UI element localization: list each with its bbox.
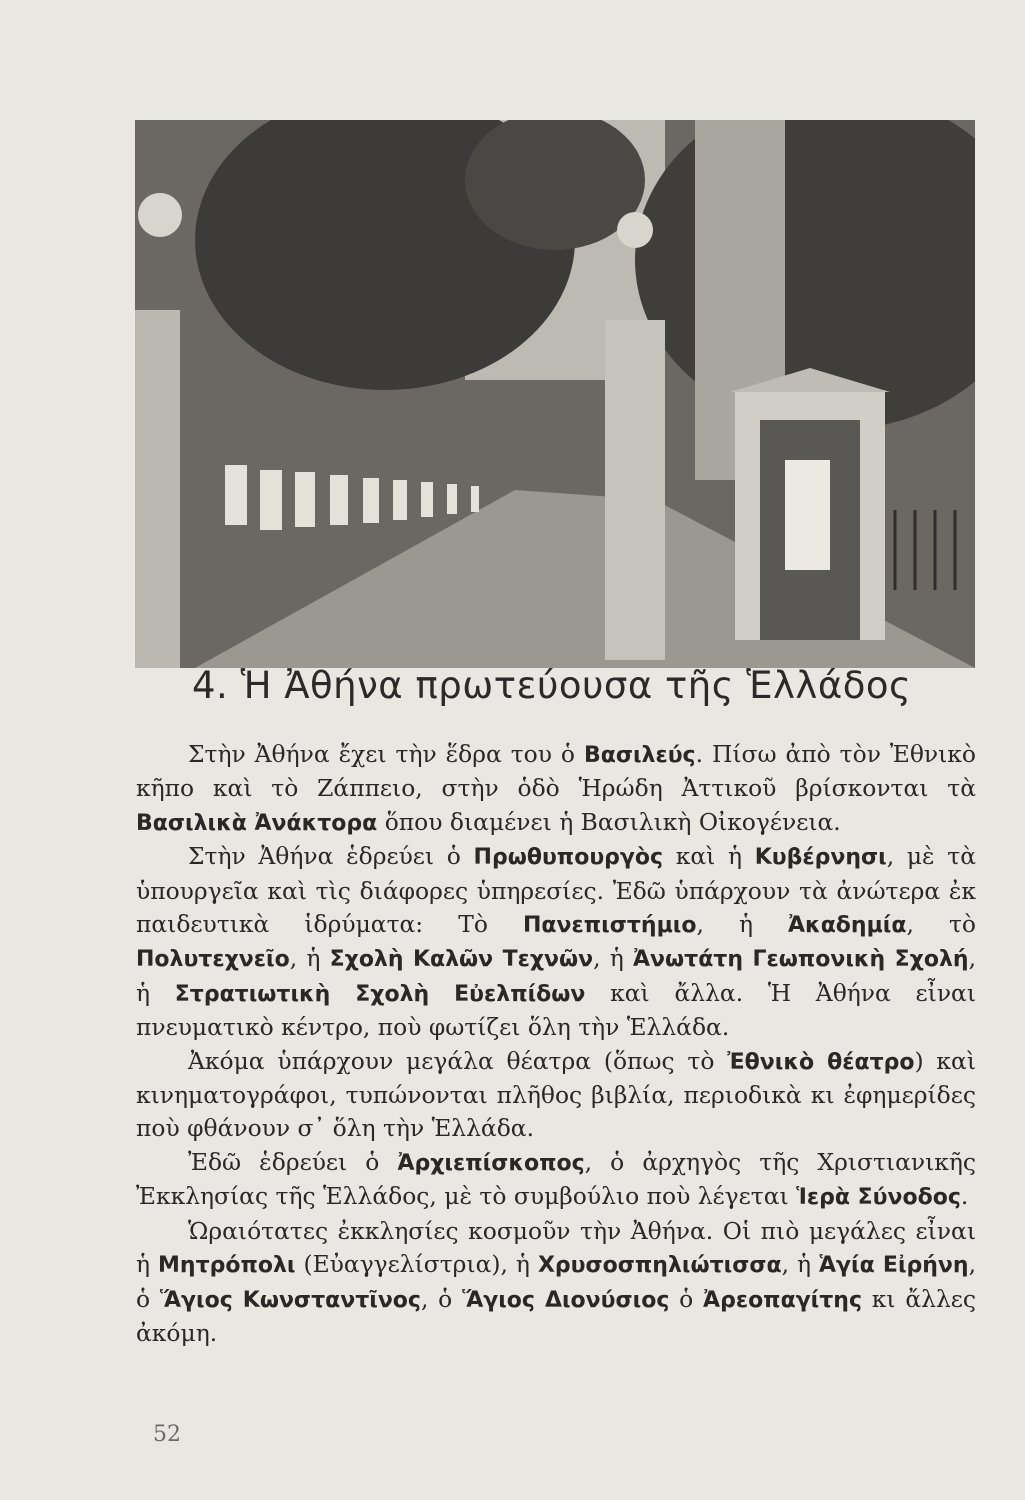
bold-term: Ἀκαδημία: [788, 913, 907, 939]
bold-term: Ἀρεοπαγίτης: [703, 1287, 862, 1313]
text-run: κι ἄλλες ἀκόμη.: [136, 1284, 977, 1347]
bold-term: Ἀνωτάτη Γεωπονικὴ Σχολή: [633, 947, 969, 973]
text-run: ὁ: [669, 1284, 704, 1313]
text-run: , ἡ: [136, 944, 976, 1007]
bold-term: Σχολὴ Καλῶν Τεχνῶν: [329, 947, 594, 973]
text-run: , ἡ: [696, 910, 789, 939]
bold-term: Κυβέρνησι: [754, 845, 887, 871]
text-run: Στὴν Ἀθήνα ἑδρεύει ὁ: [188, 842, 474, 871]
text-run: (Εὐαγγελίστρια), ἡ: [295, 1250, 538, 1279]
text-run: , μὲ τὰ ὑπουργεῖα καὶ τὶς διάφορες ὑπηρεσίες. Ἐδῶ ὑπάρχουν τὰ ἀνώτερα ἐκ παιδευτικὰ ἱδρύματα: Τὸ: [136, 842, 977, 939]
page-number: 52: [153, 1422, 181, 1447]
text-run: , ὁ: [136, 1250, 977, 1313]
paragraph: [136, 840, 976, 1044]
text-run: Ἀκόμα ὑπάρχουν μεγάλα θέατρα (ὅπως τὸ: [188, 1046, 728, 1075]
text-run: , ἡ: [781, 1250, 820, 1279]
bold-term: Ἅγιος Κωνσταντῖνος: [159, 1287, 421, 1313]
bold-term: Μητρόπολι: [158, 1253, 296, 1279]
chapter-title: 4. Ἡ Ἀθήνα πρωτεύουσα τῆς Ἑλλάδος: [192, 664, 912, 707]
paragraph: [136, 1146, 976, 1215]
bold-term: Στρατιωτικὴ Σχολὴ Εὐελπίδων: [174, 981, 586, 1007]
bold-term: Ἱερὰ Σύνοδος: [796, 1185, 961, 1211]
bold-term: Ἀρχιεπίσκοπος: [397, 1150, 585, 1176]
bold-term: Ἐθνικὸ θέατρο: [727, 1049, 915, 1075]
text-run: ὅπου διαμένει ἡ Βασιλικὴ Οἰκογένεια.: [377, 807, 841, 836]
bold-term: Πρωθυπουργὸς: [473, 845, 664, 871]
paragraph: [136, 1045, 976, 1146]
text-run: .: [960, 1182, 969, 1211]
body-text: [136, 738, 976, 1350]
paragraph: [136, 738, 976, 840]
text-run: , ἡ: [289, 944, 330, 973]
text-run: Στὴν Ἀθήνα ἔχει τὴν ἕδρα του ὁ: [188, 740, 584, 768]
bold-term: Πανεπιστήμιο: [523, 913, 697, 939]
text-run: Ἐδῶ ἑδρεύει ὁ: [188, 1147, 398, 1176]
text-run: , ὁ ἀρχηγὸς τῆς Χριστιανικῆς Ἐκκλησίας τῆς Ἑλλάδος, μὲ τὸ συμβούλιο ποὺ λέγεται: [136, 1147, 976, 1211]
text-run: καὶ ἄλλα. Ἡ Ἀθήνα εἶναι πνευματικὸ κέντρο, ποὺ φωτίζει ὅλη τὴν Ἑλλάδα.: [136, 978, 977, 1042]
text-run: Ὡραιότατες ἐκκλησίες κοσμοῦν τὴν Ἀθήνα. Οἱ πιὸ μεγάλες εἶναι ἡ: [136, 1216, 976, 1279]
text-run: , τὸ: [906, 910, 976, 939]
bold-term: Ἁγία Εἰρήνη: [819, 1253, 969, 1279]
photo-icon: [135, 120, 975, 668]
paragraph: [136, 1215, 976, 1351]
bold-term: Πολυτεχνεῖο: [136, 947, 290, 973]
text-run: , ἡ: [593, 944, 634, 973]
text-run: . Πίσω ἀπὸ τὸν Ἐθνικὸ κῆπο καὶ τὸ Ζάππειο, στὴν ὁδὸ Ἡρώδη Ἀττικοῦ βρίσκονται τὰ: [136, 740, 976, 803]
bold-term: Ἅγιος Διονύσιος: [462, 1287, 670, 1313]
photo-palace-gate-guards: [135, 120, 975, 668]
text-run: ) καὶ κινηματογράφοι, τυπώνονται πλῆθος βιβλία, περιοδικὰ κι ἐφημερίδες ποὺ φθάνουν σ᾽ ὅλη τὴν Ἑλλάδα.: [136, 1046, 976, 1143]
bold-term: Βασιλικὰ Ἀνάκτορα: [136, 810, 378, 836]
text-run: , ὁ: [420, 1284, 463, 1313]
bold-term: Χρυσοσπηλιώτισσα: [537, 1253, 782, 1279]
bold-term: Βασιλεύς: [583, 743, 696, 768]
text-run: καὶ ἡ: [663, 842, 755, 871]
